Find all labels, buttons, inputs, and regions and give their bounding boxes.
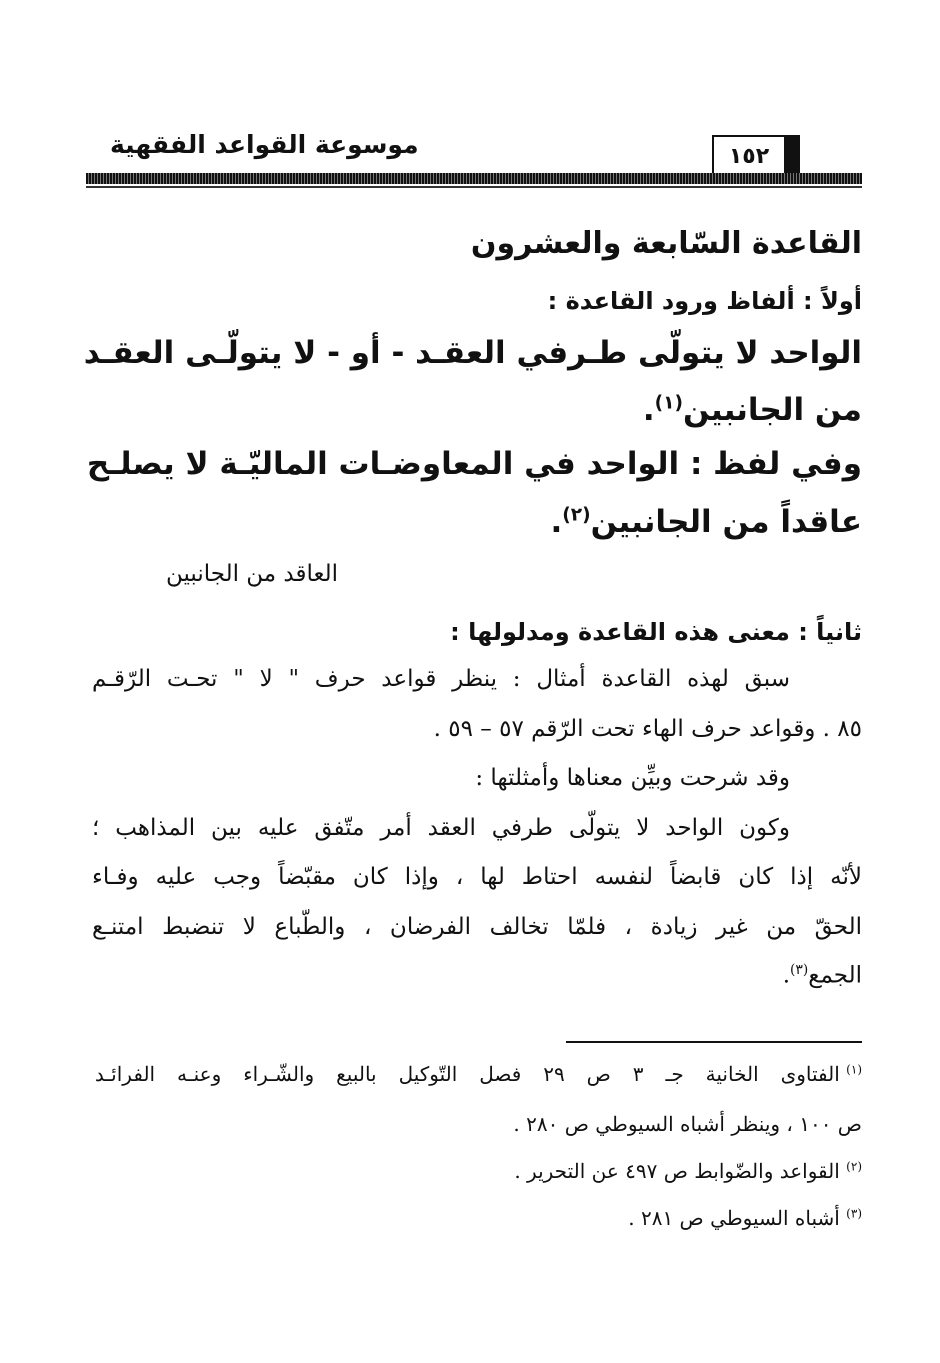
header-rule bbox=[86, 173, 862, 184]
rule-heading: القاعدة السّابعة والعشرون bbox=[470, 226, 862, 261]
footnote-ref-2: (٢) bbox=[562, 504, 591, 526]
rule1-text: من الجانبين bbox=[683, 392, 862, 428]
footnote-2-text: القواعد والضّوابط ص ٤٩٧ عن التحرير . bbox=[514, 1159, 840, 1183]
footnote-ref-3: (٣) bbox=[790, 962, 809, 978]
section1-title: أولاً : ألفاظ ورود القاعدة : bbox=[547, 287, 862, 315]
book-title: موسوعة القواعد الفقهية bbox=[110, 130, 419, 159]
footnote-2 bbox=[514, 1159, 862, 1183]
rule1-text-line1: الواحد لا يتولّى طـرفي العقـد - أو - لا يتولّـى العقـد bbox=[83, 335, 862, 371]
para3-line1: وكون الواحد لا يتولّى طرفي العقد أمر متّفق عليه بين المذاهب ؛ bbox=[92, 815, 790, 841]
footnote-ref-1: (١) bbox=[654, 392, 684, 414]
footnote-1-marker: (١) bbox=[846, 1062, 862, 1077]
para3-line3: الحقّ من غير زيادة ، فلمّا تخالف الفرضان ، والطّباع لا تنضبط امتنـع bbox=[92, 914, 862, 940]
rule2-text-line2: عاقداً من الجانبين$^{(٢)}$. bbox=[550, 504, 862, 540]
para3-last-word: الجمع bbox=[808, 962, 862, 989]
para3-line2: لأنّه إذا كان قابضاً لنفسه احتاط لها ، وإذا كان مقبّضاً وجب عليه وفـاء bbox=[92, 864, 862, 890]
page-number: ١٥٢ bbox=[712, 135, 786, 175]
header-marker-bar bbox=[786, 135, 800, 175]
header-rule-thin bbox=[86, 186, 862, 188]
rule2-text-line1: وفي لفظ : الواحد في المعاوضـات الماليّـة لا يصلـح bbox=[86, 446, 862, 482]
footnote-2-marker: (٢) bbox=[846, 1159, 862, 1174]
para2-line1: وقد شرحت وبيِّن معناها وأمثلتها : bbox=[475, 765, 790, 791]
alt-phrase: العاقد من الجانبين bbox=[165, 561, 338, 587]
footnote-3 bbox=[628, 1206, 862, 1230]
para1-line1: سبق لهذه القاعدة أمثال : ينظر قواعد حرف " لا " تحـت الرّقـم bbox=[92, 666, 790, 692]
para1-line2: ٨٥ . وقواعد حرف الهاء تحت الرّقم ٥٧ – ٥٩ . bbox=[433, 716, 862, 742]
rule1-text-line2: من الجانبين$^{(١)}$. bbox=[642, 392, 862, 428]
footnote-divider bbox=[566, 1041, 862, 1043]
footnote-3-marker: (٣) bbox=[846, 1206, 862, 1221]
rule2-text: عاقداً من الجانبين bbox=[590, 504, 862, 540]
section2-title: ثانياً : معنى هذه القاعدة ومدلولها : bbox=[450, 618, 862, 646]
para3-line4: الجمع$^{(٣)}$. bbox=[782, 962, 862, 989]
footnote-1-line2: ص ١٠٠ ، وينظر أشباه السيوطي ص ٢٨٠ . bbox=[513, 1112, 862, 1136]
footnote-1-text: الفتاوى الخانية جـ ٣ ص ٢٩ فصل التّوكيل بالبيع والشّـراء وعنـه الفرائـد bbox=[94, 1062, 840, 1086]
footnote-1-line1 bbox=[92, 1062, 862, 1086]
footnote-3-text: أشباه السيوطي ص ٢٨١ . bbox=[628, 1206, 840, 1230]
